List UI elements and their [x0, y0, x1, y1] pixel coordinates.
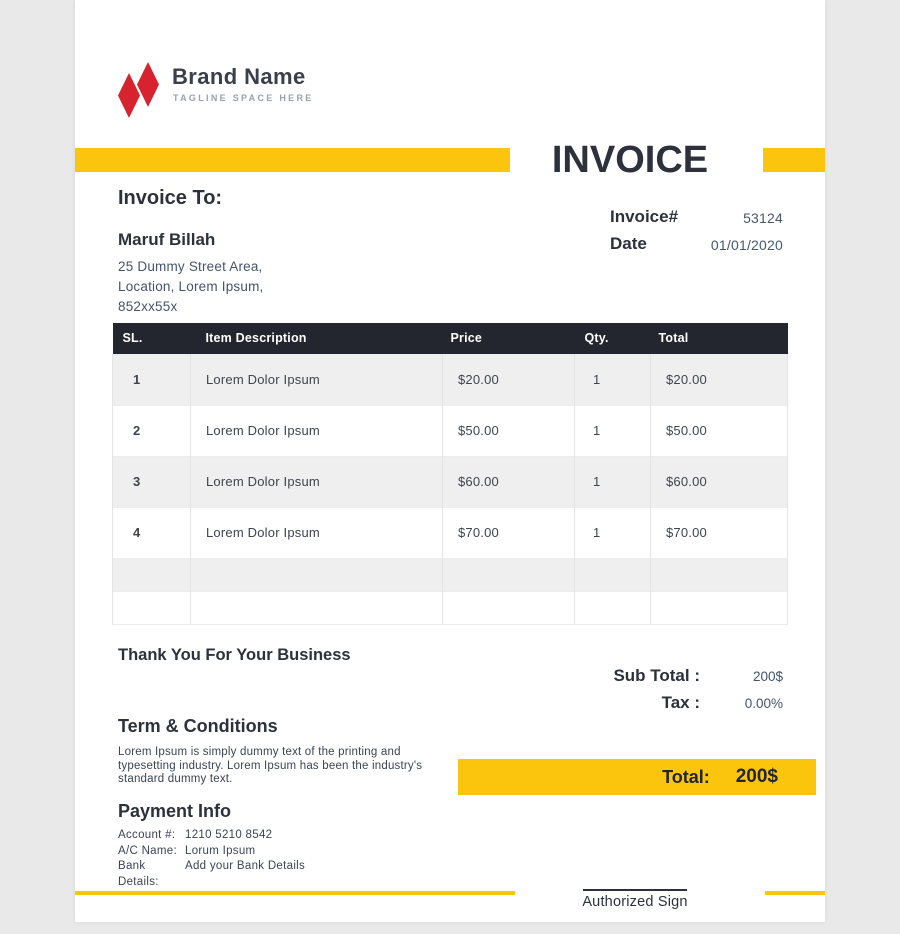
invoice-to-heading: Invoice To: [118, 187, 223, 209]
invoice-number-label: Invoice# [610, 207, 679, 226]
cell-description: Lorem Dolor Ipsum [191, 354, 443, 405]
cell-total: $50.00 [651, 405, 788, 456]
footer-left-accent-line [75, 891, 515, 895]
cell-qty: 1 [575, 507, 651, 558]
ac-name-value: Lorum Ipsum [185, 844, 256, 857]
items-table [112, 323, 788, 625]
cell-sl: 3 [113, 456, 191, 507]
payment-info-heading: Payment Info [118, 801, 232, 821]
subtotal-label: Sub Total : [613, 666, 700, 685]
brand-name: Brand Name [172, 64, 306, 89]
cell-price: $70.00 [443, 507, 575, 558]
grand-total-bar [458, 759, 816, 795]
client-name: Maruf Billah [118, 230, 216, 249]
brand-tagline: TAGLINE SPACE HERE [173, 93, 314, 103]
payment-account-row [118, 828, 305, 844]
table-row [113, 456, 788, 507]
title-band-right-bar [763, 148, 825, 172]
col-header-sl: SL. [113, 323, 191, 354]
cell-total: $20.00 [651, 354, 788, 405]
col-header-qty: Qty. [575, 323, 651, 354]
account-number-value: 1210 5210 8542 [185, 829, 273, 841]
client-address [118, 257, 263, 317]
cell-description: Lorem Dolor Ipsum [191, 405, 443, 456]
table-row-empty [113, 558, 788, 591]
page-title: INVOICE [551, 139, 709, 181]
cell-qty: 1 [575, 405, 651, 456]
terms-heading: Term & Conditions [118, 716, 278, 736]
table-row [113, 507, 788, 558]
authorized-sign-label: Authorized Sign [582, 894, 688, 910]
signature-line [583, 889, 687, 891]
cell-description: Lorem Dolor Ipsum [191, 456, 443, 507]
cell-price: $60.00 [443, 456, 575, 507]
payment-ac-name-row [118, 844, 305, 860]
col-header-description: Item Description [191, 323, 443, 354]
invoice-number-value: 53124 [743, 210, 783, 226]
payment-bank-row [118, 859, 305, 890]
cell-sl: 4 [113, 507, 191, 558]
ac-name-label: A/C Name: [118, 844, 177, 857]
bank-details-label: Bank Details: [118, 860, 159, 888]
col-header-price: Price [443, 323, 575, 354]
grand-total-value: 200$ [735, 766, 778, 787]
invoice-page [75, 0, 825, 922]
table-row-empty [113, 591, 788, 624]
terms-text [118, 746, 422, 787]
account-number-label: Account #: [118, 829, 176, 841]
terms-line: Lorem Ipsum is simply dummy text of the printing and [118, 746, 401, 758]
brand-logo-double-diamond-icon [117, 62, 161, 118]
table-row [113, 405, 788, 456]
cell-price: $20.00 [443, 354, 575, 405]
bank-details-value: Add your Bank Details [185, 860, 306, 872]
client-address-line: 852xx55x [118, 299, 178, 314]
cell-sl: 2 [113, 405, 191, 456]
client-address-line: Location, Lorem Ipsum, [118, 279, 264, 294]
terms-line: typesetting industry. Lorem Ipsum has been the industry's [118, 759, 423, 772]
title-band-left-bar [75, 148, 510, 172]
cell-price: $50.00 [443, 405, 575, 456]
cell-qty: 1 [575, 354, 651, 405]
cell-description: Lorem Dolor Ipsum [191, 507, 443, 558]
grand-total-label: Total: [662, 766, 710, 787]
cell-qty: 1 [575, 456, 651, 507]
payment-info [118, 828, 305, 890]
invoice-date-value: 01/01/2020 [710, 237, 783, 253]
tax-value: 0.00% [744, 696, 783, 711]
cell-total: $60.00 [651, 456, 788, 507]
footer-right-accent-line [765, 891, 825, 895]
subtotal-value: 200$ [752, 669, 783, 684]
client-address-line: 25 Dummy Street Area, [118, 259, 263, 274]
tax-label: Tax : [661, 693, 700, 712]
table-row [113, 354, 788, 405]
terms-line: standard dummy text. [118, 773, 233, 785]
table-header-row [113, 323, 788, 354]
invoice-date-label: Date [610, 234, 647, 253]
cell-total: $70.00 [651, 507, 788, 558]
cell-sl: 1 [113, 354, 191, 405]
col-header-total: Total [651, 323, 788, 354]
thank-you-message: Thank You For Your Business [118, 646, 351, 664]
